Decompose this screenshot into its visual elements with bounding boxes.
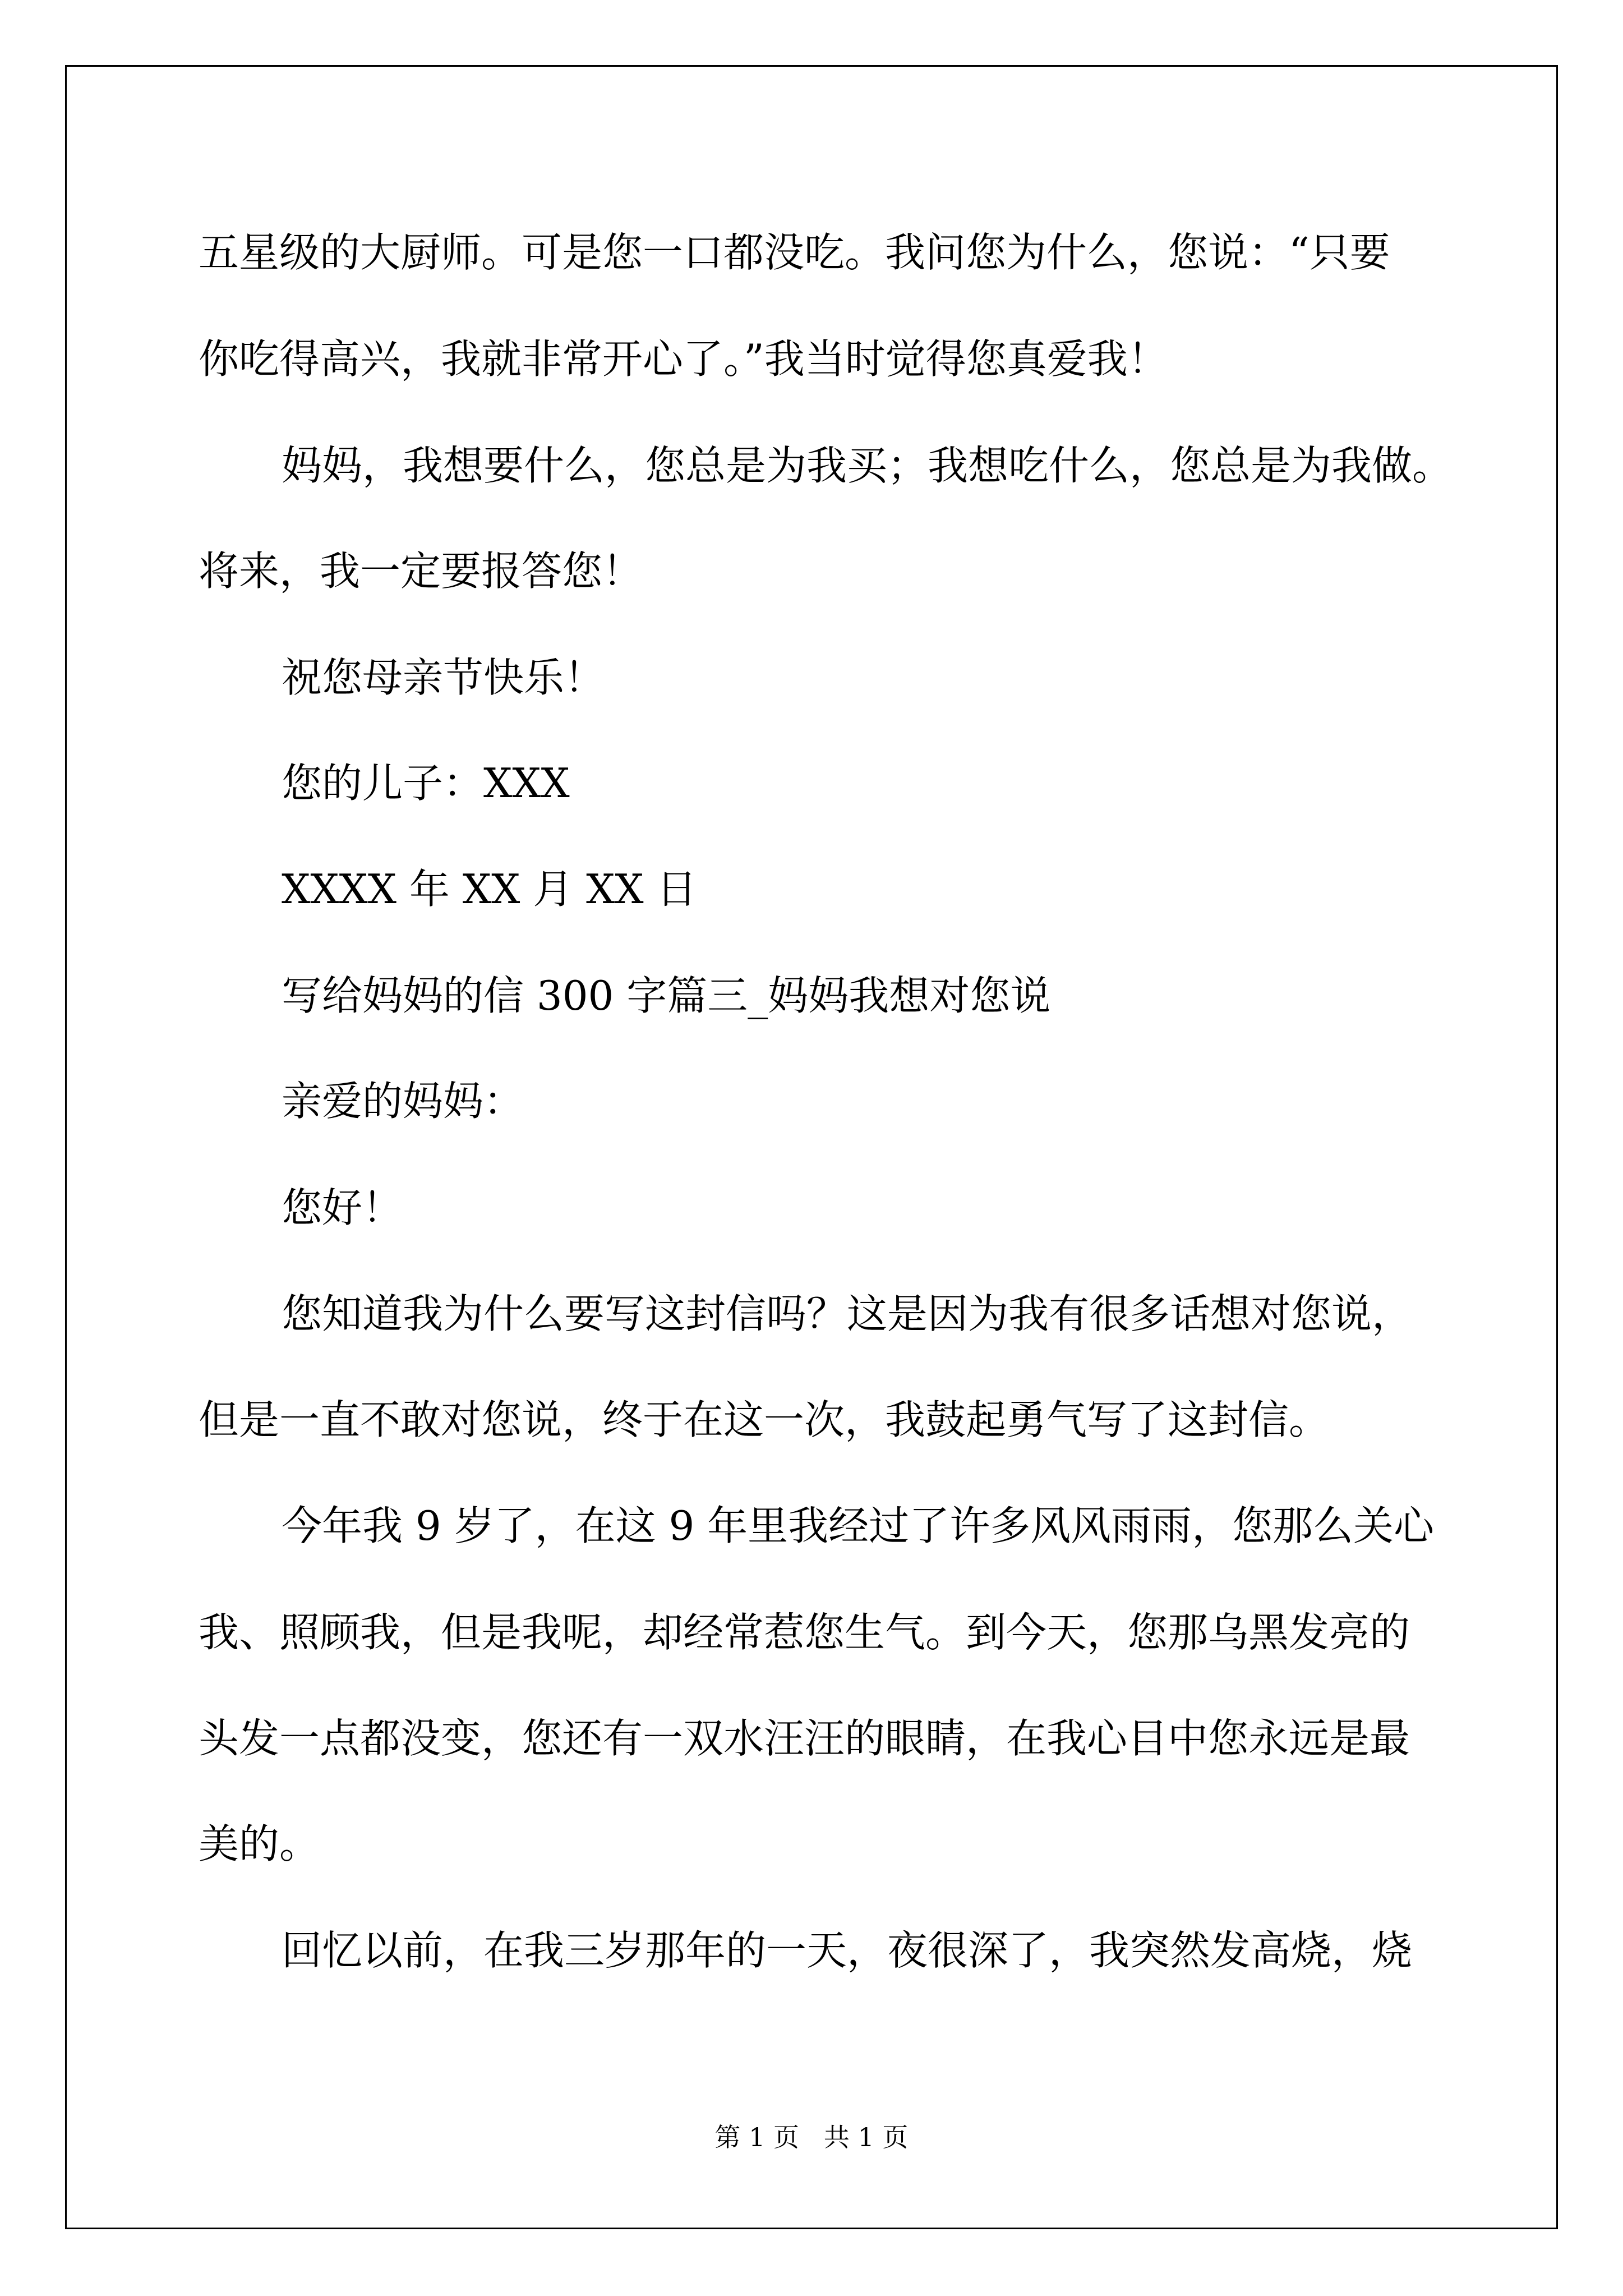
page-number-footer: 第 1 页 共 1 页 xyxy=(714,2122,909,2152)
text-line: 今年我 9 岁了，在这 9 年里我经过了许多风风雨雨，您那么关心 xyxy=(282,1502,1435,1549)
text-line: 你吃得高兴，我就非常开心了。”我当时觉得您真爱我！ xyxy=(199,335,1168,383)
page-border xyxy=(65,65,1558,2229)
text-line: 您的儿子：XXX xyxy=(282,760,570,807)
text-line: 写给妈妈的信 300 字篇三_妈妈我想对您说 xyxy=(282,972,1051,1019)
text-line: 将来，我一定要报答您！ xyxy=(199,547,643,595)
text-line: 回忆以前，在我三岁那年的一天，夜很深了，我突然发高烧，烧 xyxy=(282,1927,1413,1974)
text-line: XXXX 年 XX 月 XX 日 xyxy=(282,866,697,913)
text-line: 您知道我为什么要写这封信吗？这是因为我有很多话想对您说， xyxy=(282,1290,1413,1337)
text-line: 头发一点都没变，您还有一双水汪汪的眼睛，在我心目中您永远是最 xyxy=(199,1715,1410,1762)
text-line: 美的。 xyxy=(199,1820,320,1867)
text-line: 您好！ xyxy=(282,1184,403,1231)
text-line: 但是一直不敢对您说，终于在这一次，我鼓起勇气写了这封信。 xyxy=(199,1396,1330,1443)
text-line: 五星级的大厨师。可是您一口都没吃。我问您为什么，您说：“只要 xyxy=(199,229,1390,276)
text-line: 祝您母亲节快乐！ xyxy=(282,654,605,701)
text-line: 亲爱的妈妈： xyxy=(282,1078,524,1125)
text-line: 妈妈，我想要什么，您总是为我买；我想吃什么，您总是为我做。 xyxy=(282,442,1453,489)
text-line: 我、照顾我，但是我呢，却经常惹您生气。到今天，您那乌黑发亮的 xyxy=(199,1609,1410,1656)
